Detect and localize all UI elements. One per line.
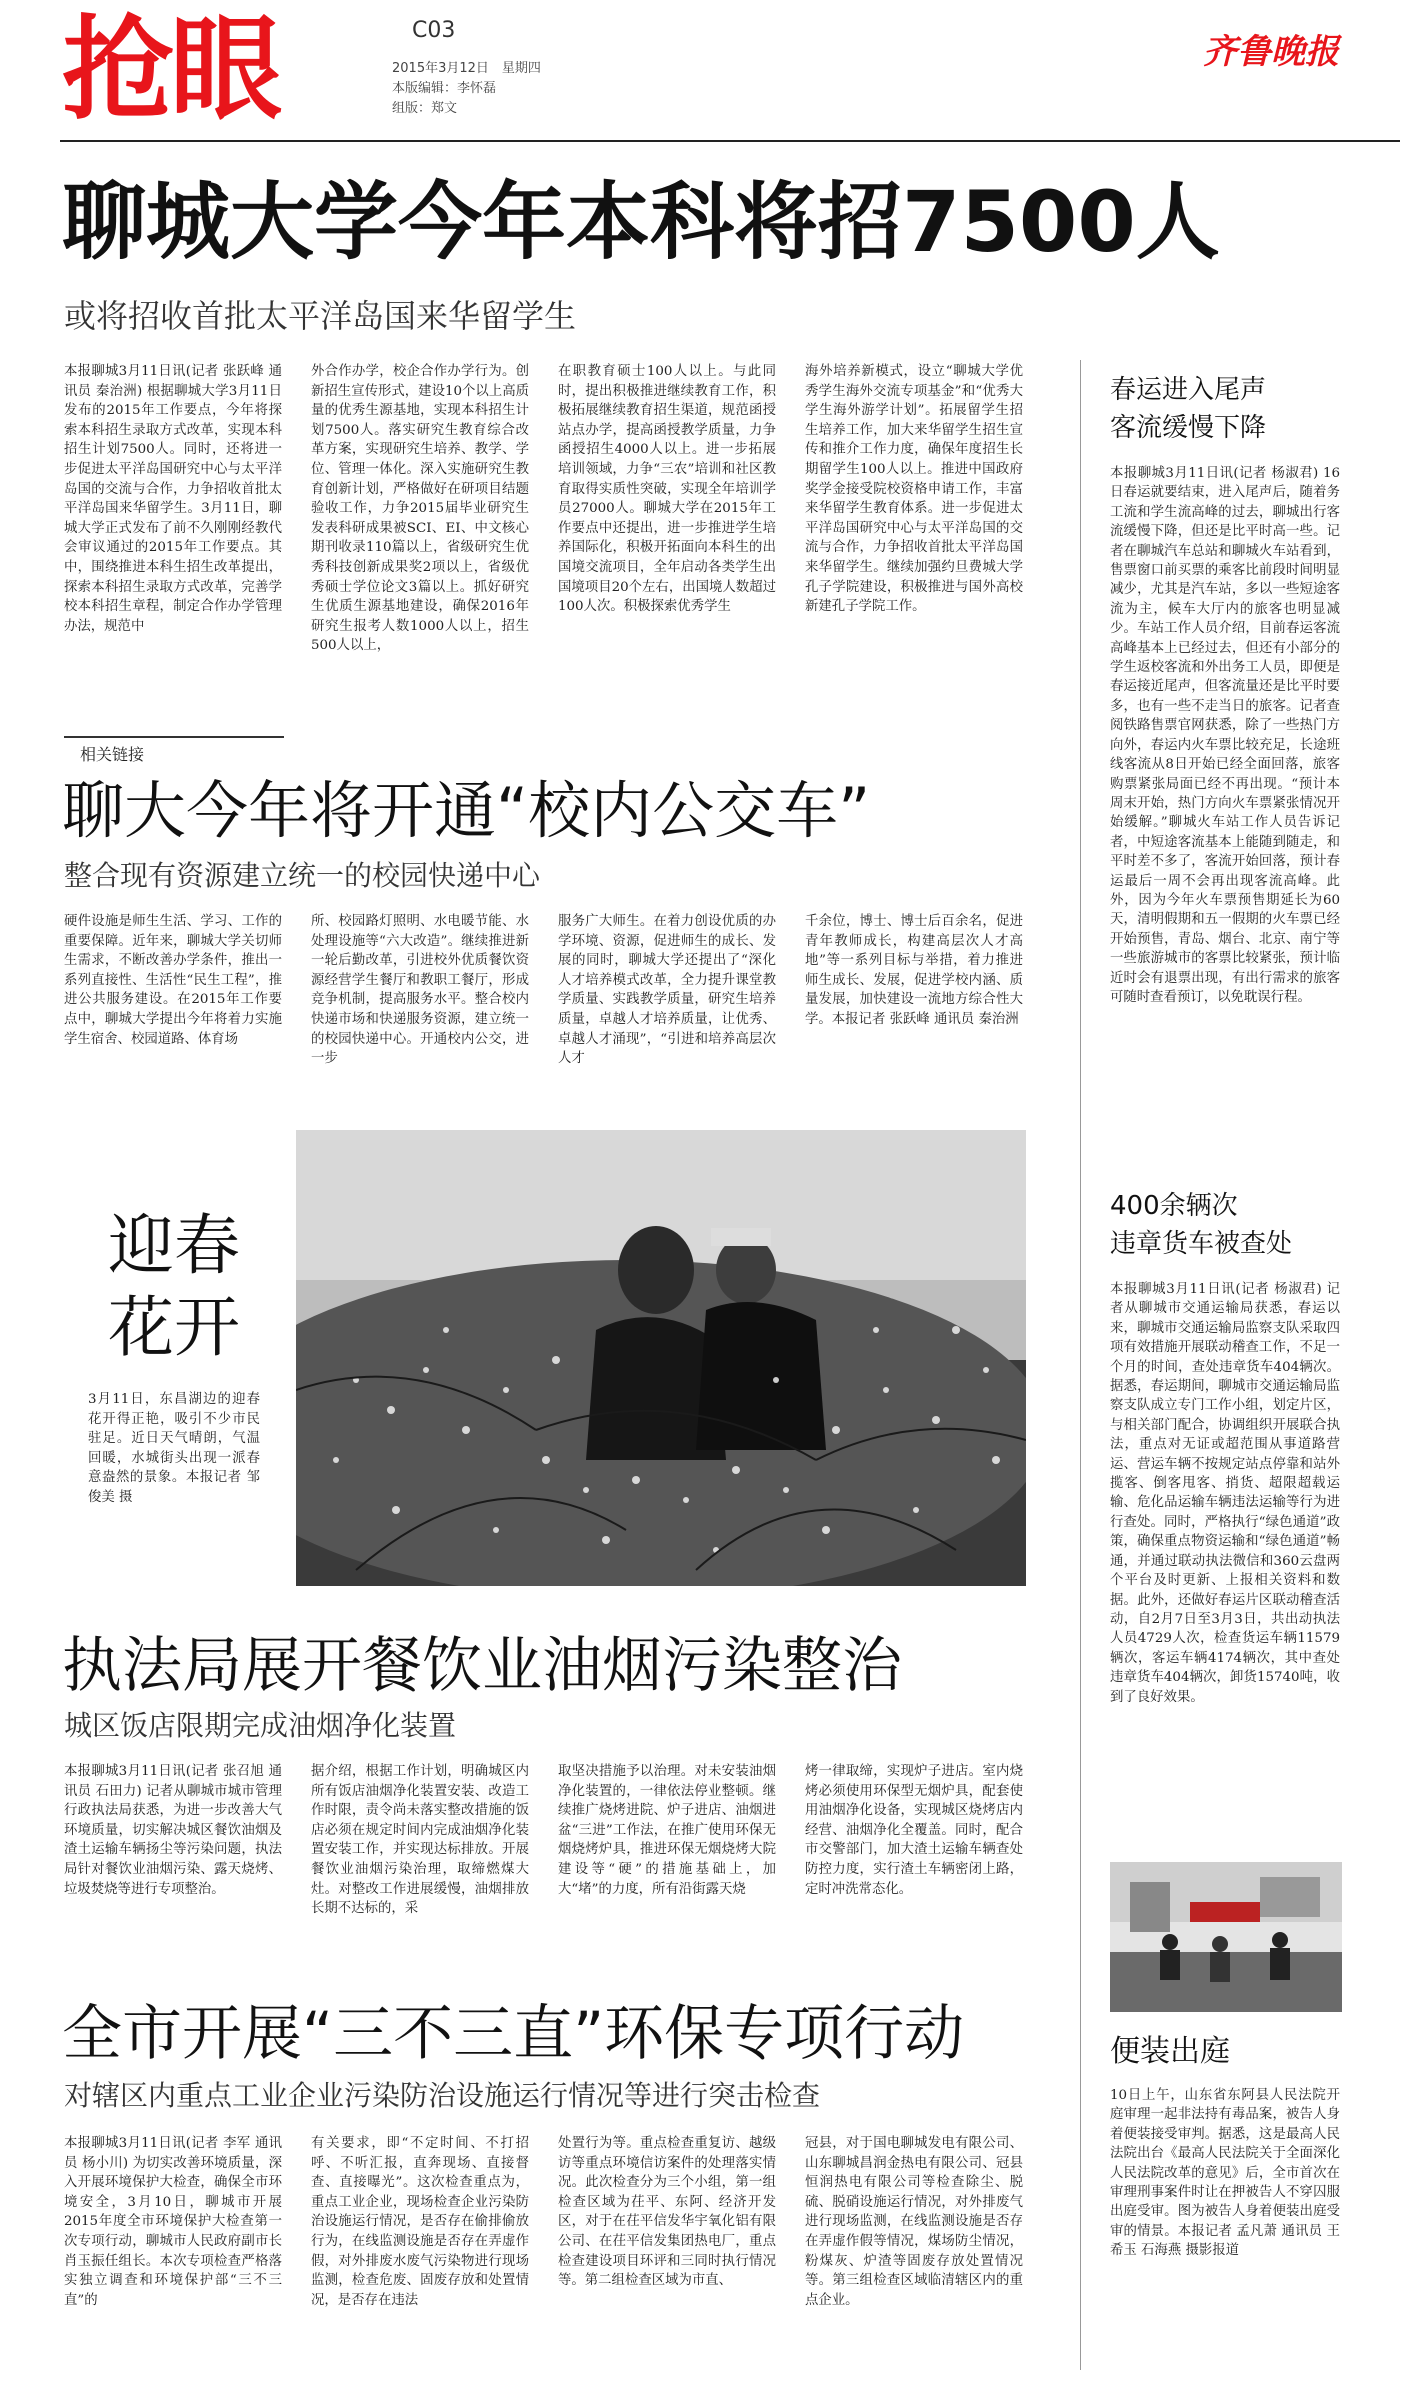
article2-col4: 千余位，博士、博士后百余名，促进青年教师成长，构建高层次人才高地”等一系列目标与举措，着力推进师生成长、发展，促进学校内涵、质量发展，加快建设一流地方综合性大学。本报记者 张跃峰 通讯员 秦治洲	[805, 914, 1023, 1027]
sidebar1-title-line1: 春运进入尾声	[1110, 375, 1267, 405]
article1-col4: 海外培养新模式，设立“聊城大学优秀学生海外交流专项基金”和“优秀大学生海外游学计划”。拓展留学生招生培养工作，加大来华留学生招生宣传和推介工作力度，确保年度招生长期留学生100人以上。推进中国政府奖学金接受院校资格申请工作，丰富来华留学生教育体系。进一步促进太平洋岛国研究中心与太平洋岛国的交流与合作，力争招收首批太平洋岛国来华留学生。继续加强约旦费城大学孔子学院建设，积极推进与国外高校新建孔子学院工作。	[805, 364, 1023, 615]
article1-col1: 本报聊城3月11日讯(记者 张跃峰 通讯员 秦治洲) 根据聊城大学3月11日发布的2015年工作要点，今年将探索本科招生录取方式改革，实现本科招生计划7500人。同时，还将进一步促进太平洋岛国研究中心与太平洋岛国的交流与合作，力争招收首批太平洋岛国来华留学生。3月11日，聊城大学正式发布了前不久刚刚经教代会审议通过的2015年工作要点。其中，围绕推进本科生招生改革提出，探索本科招生录取方式改革，完善学校本科招生章程，制定合作办学管理办法，规范中	[64, 364, 282, 634]
article3-subtitle: 城区饭店限期完成油烟净化装置	[64, 1709, 457, 1742]
article4-col3: 处置行为等。重点检查重复访、越级访等重点环境信访案件的处理落实情况。此次检查分为三个小组，第一组检查区域为茌平、东阿、经济开发区，对于在茌平信发华宇氧化铝有限公司、在茌平信发集团热电厂，重点检查建设项目环评和三同时执行情况等。第二组检查区域为市直、	[558, 2136, 776, 2289]
article2-col2: 所、校园路灯照明、水电暖节能、水处理设施等“六大改造”。继续推进新一轮后勤改革，引进校外优质餐饮资源经营学生餐厅和教职工餐厅，形成竞争机制，提高服务水平。整合校内快递市场和快递服务资源，建立统一的校园快递中心。开通校内公交，进一步	[311, 914, 529, 1067]
article4-col4: 冠县，对于国电聊城发电有限公司、山东聊城昌润金热电有限公司、冠县恒润热电有限公司等检查除尘、脱硫、脱硝设施运行情况，对外排废气进行现场监测，在线监测设施是否存在弄虚作假等情况，煤场防尘情况，粉煤灰、炉渣等固废存放处置情况等。第三组检查区域临清辖区内的重点企业。	[805, 2136, 1023, 2308]
article1-col3: 在职教育硕士100人以上。与此同时，提出积极推进继续教育工作，积极拓展继续教育招生渠道，规范函授站点办学，提高函授教学质量，力争函授招生4000人以上。进一步拓展培训领域，力争“三农”培训和社区教育取得实质性突破，实现全年培训学员27000人。聊城大学在2015年工作要点中还提出，进一步推进学生培养国际化，积极开拓面向本科生的出国境交流项目，全年启动各类学生出国境项目20个左右，出国境人数超过100人次。积极探索优秀学生	[558, 364, 776, 615]
article2-subtitle: 整合现有资源建立统一的校园快递中心	[64, 859, 541, 892]
article2-col3: 服务广大师生。在着力创设优质的办学环境、资源，促进师生的成长、发展的同时，聊城大学还提出了“深化人才培养模式改革，全力提升课堂教学质量、实践教学质量，研究生培养质量，卓越人才培养质量，让优秀、卓越人才涌现”，“引进和培养高层次人才	[558, 914, 776, 1067]
sidebar1-title-line2: 客流缓慢下降	[1110, 413, 1267, 443]
sidebar2-body: 本报聊城3月11日讯(记者 杨淑君) 记者从聊城市交通运输局获悉，春运以来，聊城市交通运输局监察支队采取四项有效措施开展联动稽查工作，不足一个月的时间，查处违章货车404辆次。据悉，春运期间，聊城市交通运输局监察支队成立专门工作小组，划定片区，与相关部门配合，协调组织开展联合执法，重点对无证或超范围从事道路营运、营运车辆不按规定站点停靠和站外揽客、倒客甩客、捎货、超限超载运输、危化品运输车辆违法运输等行为进行查处。同时，严格执行“绿色通道”政策，确保重点物资运输和“绿色通道”畅通，并通过联动执法微信和360云盘两个平台及时更新、上报相关资料和数据。此外，还做好春运片区联动稽查活动，自2月7日至3月3日，共出动执法人员4729人次，检查货运车辆11579辆次，客运车辆4174辆次，其中查处违章货车404辆次，卸货15740吨，收到了良好效果。	[1110, 1282, 1340, 1705]
issue-date: 2015年3月12日 星期四	[392, 61, 541, 76]
article1-col2: 外合作办学，校企合作办学行为。创新招生宣传形式，建设10个以上高质量的优秀生源基地，实现本科招生计划7500人。落实研究生教育综合改革方案，实现研究生培养、教学、学位、管理一体化。深入实施研究生教育创新计划，严格做好在研项目结题验收工作，力争2015届毕业研究生发表科研成果被SCI、EI、中文核心期刊收录110篇以上，省级研究生优秀科技创新成果奖2项以上，省级优秀硕士学位论文3篇以上。抓好研究生优质生源基地建设，确保2016年研究生报考人数1000人以上，招生500人以上，	[311, 364, 529, 654]
article2-title: 聊大今年将开通“校内公交车”	[62, 774, 871, 847]
article3-col3: 取坚决措施予以治理。对未安装油烟净化装置的，一律依法停业整顿。继续推广烧烤进院、炉子进店、油烟进盆“三进”工作法，在推广使用环保无烟烧烤炉具，推进环保无烟烧烤大院建设等“硬”的措施基础上，加大“堵”的力度，所有沿街露天烧	[558, 1764, 776, 1897]
article4-title: 全市开展“三不三直”环保专项行动	[62, 1999, 965, 2069]
article2-col1: 硬件设施是师生生活、学习、工作的重要保障。近年来，聊城大学关切师生需求，不断改善办学条件，推出一系列直接性、生活性“民生工程”，推进公共服务建设。在2015年工作要点中，聊城大学提出今年将着力实施学生宿舍、校园道路、体育场	[64, 914, 282, 1047]
photo1-title-line2: 花开	[108, 1289, 240, 1366]
article1-subtitle: 或将招收首批太平洋岛国来华留学生	[64, 297, 577, 335]
article4-subtitle: 对辖区内重点工业企业污染防治设施运行情况等进行突击检查	[64, 2079, 821, 2112]
photo1-title-line1: 迎春	[108, 1207, 240, 1284]
sidebar2-title-line2: 违章货车被查处	[1110, 1229, 1293, 1259]
article3-col1: 本报聊城3月11日讯(记者 张召旭 通讯员 石田力) 记者从聊城市城市管理行政执法局获悉，为进一步改善大气环境质量，切实解决城区餐饮油烟及渣土运输车辆扬尘等污染问题，执法局针对餐饮业油烟污染、露天烧烤、垃圾焚烧等进行专项整治。	[64, 1764, 282, 1897]
spring-flowers-photo	[296, 1130, 1026, 1586]
article3-col4: 烤一律取缔，实现炉子进店。室内烧烤必须使用环保型无烟炉具，配套使用油烟净化设备，实现城区烧烤店内经营、油烟净化全覆盖。同时，配合市交警部门，加大渣土运输车辆查处防控力度，实行渣土车辆密闭上路，定时冲洗常态化。	[805, 1764, 1023, 1897]
article4-col1: 本报聊城3月11日讯(记者 李军 通讯员 杨小川) 为切实改善环境质量，深入开展环境保护大检查，确保全市环境安全，3月10日，聊城市开展2015年度全市环境保护大检查第一次专项行动，聊城市人民政府副市长肖玉振任组长。本次专项检查严格落实独立调查和环境保护部“三不三直”的	[64, 2136, 282, 2308]
related-links-tag: 相关链接	[64, 736, 284, 765]
page-layout: 组版：郑文	[392, 101, 458, 116]
photo1-caption: 3月11日，东昌湖边的迎春花开得正艳，吸引不少市民驻足。近日天气晴朗，气温回暖，水城街头出现一派春意盎然的景象。本报记者 邹俊美 摄	[88, 1392, 260, 1505]
article4-col2: 有关要求，即“不定时间、不打招呼、不听汇报，直奔现场、直接督查、直接曝光”。这次检查重点为，重点工业企业，现场检查企业污染防治设施运行情况，是否存在偷排偷放行为，在线监测设施是否存在弄虚作假，对外排废水废气污染物进行现场监测，检查危废、固废存放和处置情况，是否存在违法	[311, 2136, 529, 2308]
sidebar1-body: 本报聊城3月11日讯(记者 杨淑君) 16日春运就要结束，进入尾声后，随着务工流和学生流高峰的过去，聊城出行客流缓慢下降，但还是比平时高一些。记者在聊城汽车总站和聊城火车站看到，售票窗口前买票的乘客比前段时间明显减少，尤其是汽车站，多以一些短途客流为主，候车大厅内的旅客也明显减少。车站工作人员介绍，目前春运客流高峰基本上已经过去，但还有小部分的学生返校客流和外出务工人员，即便是春运接近尾声，但客流量还是比平时要多，也有一些不走当日的旅客。记者查阅铁路售票官网获悉，除了一些热门方向外，春运内火车票比较充足，长途班线客流从8日开始已经全面回落，旅客购票紧张局面已经不再出现。“预计本周末开始，热门方向火车票紧张情况开始缓解。”聊城火车站工作人员告诉记者，中短途客流基本上能随到随走，和平时差不多了，客流开始回落，预计春运最后一周不会再出现客流高峰。此外，因为今年火车票预售期延长为60天，清明假期和五一假期的火车票已经开始预售，青岛、烟台、北京、南宁等一些旅游城市的客票比较紧张，预计临近时会有退票出现，有出行需求的旅客可随时查看预订，以免耽误行程。	[1110, 466, 1340, 1005]
courtroom-photo	[1110, 1862, 1342, 2012]
photo1-image	[296, 1130, 1026, 1586]
masthead-rule	[60, 140, 1400, 142]
masthead-logo: 抢眼	[62, 5, 278, 135]
article3-col2: 据介绍，根据工作计划，明确城区内所有饭店油烟净化装置安装、改造工作时限，责令尚未落实整改措施的饭店必须在规定时间内完成油烟净化装置安装工作，并实现达标排放。开展餐饮业油烟污染治理，取缔燃煤大灶。对整改工作进展缓慢，油烟排放长期不达标的，采	[311, 1764, 529, 1917]
sidebar3-image	[1110, 1862, 1342, 2012]
page-editor: 本版编辑：李怀磊	[392, 81, 497, 96]
page-number: C03	[412, 18, 456, 43]
sidebar2-title-line1: 400余辆次	[1110, 1191, 1238, 1221]
article1-title: 聊城大学今年本科将招7500人	[62, 173, 1220, 271]
sidebar3-title: 便装出庭	[1110, 2034, 1230, 2069]
newspaper-brand: 齐鲁晚报	[1203, 32, 1339, 72]
sidebar-divider	[1080, 360, 1081, 2370]
sidebar3-body: 10日上午，山东省东阿县人民法院开庭审理一起非法持有毒品案，被告人身着便装接受审判。据悉，这是最高人民法院出台《最高人民法院关于全面深化人民法院改革的意见》后，全市首次在审理刑事案件时让在押被告人不穿囚服出庭受审。图为被告人身着便装出庭受审的情景。本报记者 孟凡萧 通讯员 王希玉 石海燕 摄影报道	[1110, 2088, 1340, 2259]
article3-title: 执法局展开餐饮业油烟污染整治	[62, 1631, 902, 1701]
